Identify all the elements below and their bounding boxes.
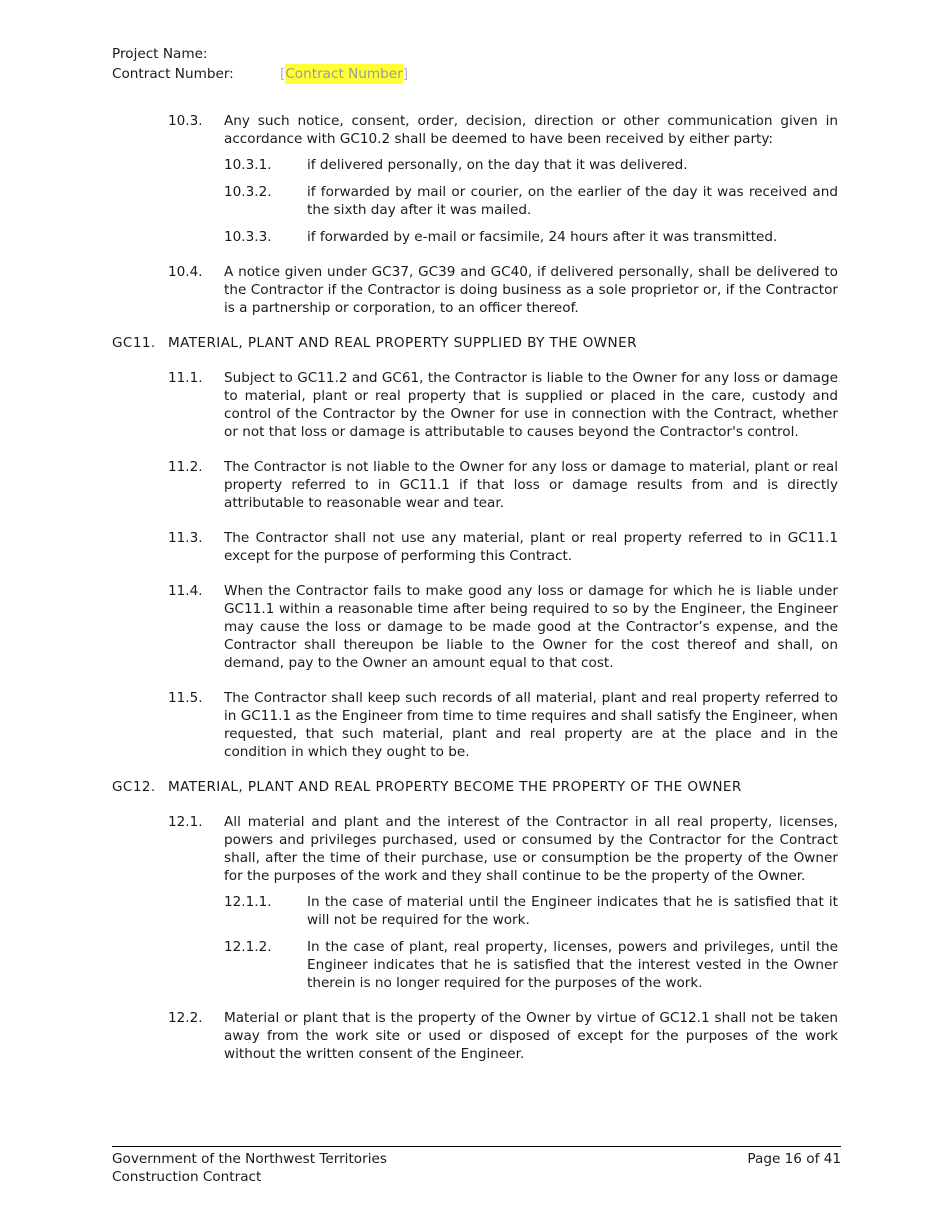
contract-number-label: Contract Number: — [112, 66, 234, 82]
section-heading-gc12 — [112, 778, 838, 796]
subclause-text: In the case of plant, real property, licenses, powers and privileges, until the Engineer indicates that he is satisfied that the interest vested in the Owner therein is no longer required for the purposes of the work. — [307, 939, 838, 991]
clause-10-4 — [168, 263, 838, 317]
clause-number: 11.3. — [168, 530, 203, 546]
subclause-10-3-2 — [224, 183, 838, 219]
section-number: GC11. — [112, 335, 156, 351]
clause-text: When the Contractor fails to make good any loss or damage for which he is liable under GC11.1 within a reasonable time after being required to so by the Engineer, the Engineer may cause the loss or damage to be made good at the Contractor’s expense, and the Contractor shall thereupon be liable to the Owner for the cost thereof and shall, on demand, pay to the Owner an amount equal to that cost. — [224, 583, 838, 671]
clause-number: 11.5. — [168, 690, 203, 706]
footer-doc-type: Construction Contract — [112, 1169, 262, 1185]
subclause-12-1-1 — [224, 893, 838, 929]
subclause-number: 12.1.2. — [224, 939, 272, 955]
clause-11-3 — [168, 529, 838, 565]
page-header — [112, 44, 408, 84]
clause-number: 12.1. — [168, 814, 203, 830]
clause-text: Subject to GC11.2 and GC61, the Contractor is liable to the Owner for any loss or damage to material, plant or real property that is supplied or placed in the care, custody and control of the Contractor by the Owner for use in connection with the Contract, whether or not that loss or damage is attributable to causes beyond the Contractor's control. — [224, 370, 838, 440]
subclause-text: In the case of material until the Engineer indicates that he is satisfied that it will not be required for the work. — [307, 894, 838, 928]
clause-11-2 — [168, 458, 838, 512]
contract-number-row — [112, 64, 408, 84]
clause-11-1 — [168, 369, 838, 441]
clause-text: The Contractor shall keep such records of all material, plant and real property referred to in GC11.1 as the Engineer from time to time requires and shall satisfy the Engineer, when requested, that such material, plant and real property are at the place and in the condition in which they ought to be. — [224, 690, 838, 760]
clause-12-2 — [168, 1009, 838, 1063]
clause-12-1-subclauses — [112, 893, 838, 992]
subclause-number: 10.3.1. — [224, 157, 272, 173]
clause-11-4 — [168, 582, 838, 672]
subclause-text: if forwarded by e-mail or facsimile, 24 hours after it was transmitted. — [307, 229, 778, 245]
clause-12-1 — [168, 813, 838, 885]
clause-number: 10.3. — [168, 113, 203, 129]
subclause-text: if forwarded by mail or courier, on the earlier of the day it was received and the sixth day after it was mailed. — [307, 184, 838, 218]
footer-row-2 — [112, 1168, 841, 1186]
clause-number: 11.1. — [168, 370, 203, 386]
subclause-10-3-1 — [224, 156, 838, 174]
section-title: MATERIAL, PLANT AND REAL PROPERTY SUPPLIED BY THE OWNER — [168, 335, 637, 351]
subclause-number: 10.3.2. — [224, 184, 272, 200]
subclause-number: 10.3.3. — [224, 229, 272, 245]
clause-number: 11.4. — [168, 583, 203, 599]
bracket-close: ] — [402, 66, 409, 82]
clause-text: Any such notice, consent, order, decision, direction or other communication given in accordance with GC10.2 shall be deemed to have been received by either party: — [224, 113, 838, 147]
section-number: GC12. — [112, 779, 156, 795]
footer-row-1 — [112, 1150, 841, 1168]
section-heading-gc11 — [112, 334, 838, 352]
clause-text: The Contractor is not liable to the Owner for any loss or damage to material, plant or real property referred to in GC11.1 if that loss or damage results from and is directly attributable to reasonable wear and tear. — [224, 459, 838, 511]
clause-text: The Contractor shall not use any material, plant or real property referred to in GC11.1 except for the purpose of performing this Contract. — [224, 530, 838, 564]
clause-text: Material or plant that is the property of the Owner by virtue of GC12.1 shall not be taken away from the work site or used or disposed of except for the purposes of the work without the written consent of the Engineer. — [224, 1010, 838, 1062]
subclause-10-3-3 — [224, 228, 838, 246]
page-footer — [112, 1146, 841, 1186]
bracket-open: [ — [280, 66, 286, 82]
clause-number: 10.4. — [168, 264, 203, 280]
subclause-number: 12.1.1. — [224, 894, 272, 910]
clause-text: All material and plant and the interest of the Contractor in all real property, licenses, powers and privileges purchased, used or consumed by the Contractor for the Contract shall, after the time of their purchase, use or consumption be the property of the Owner for the purposes of the work and they shall continue to be the property of the Owner. — [224, 814, 838, 884]
subclause-text: if delivered personally, on the day that it was delivered. — [307, 157, 688, 173]
clause-number: 12.2. — [168, 1010, 203, 1026]
document-body — [112, 112, 838, 1080]
subclause-12-1-2 — [224, 938, 838, 992]
section-title: MATERIAL, PLANT AND REAL PROPERTY BECOME THE PROPERTY OF THE OWNER — [168, 779, 742, 795]
project-name-label: Project Name: — [112, 46, 208, 62]
project-name-row — [112, 44, 408, 64]
footer-org: Government of the Northwest Territories — [112, 1151, 387, 1167]
clause-text: A notice given under GC37, GC39 and GC40, if delivered personally, shall be delivered to the Contractor if the Contractor is doing business as a sole proprietor or, if the Contractor is a partnership or corporation, to an officer thereof. — [224, 264, 838, 316]
page-number: Page 16 of 41 — [747, 1151, 841, 1167]
clause-11-5 — [168, 689, 838, 761]
contract-number-field[interactable]: Contract Number — [285, 66, 403, 82]
clause-number: 11.2. — [168, 459, 203, 475]
clause-10-3-subclauses — [112, 156, 838, 246]
clause-10-3 — [168, 112, 838, 148]
